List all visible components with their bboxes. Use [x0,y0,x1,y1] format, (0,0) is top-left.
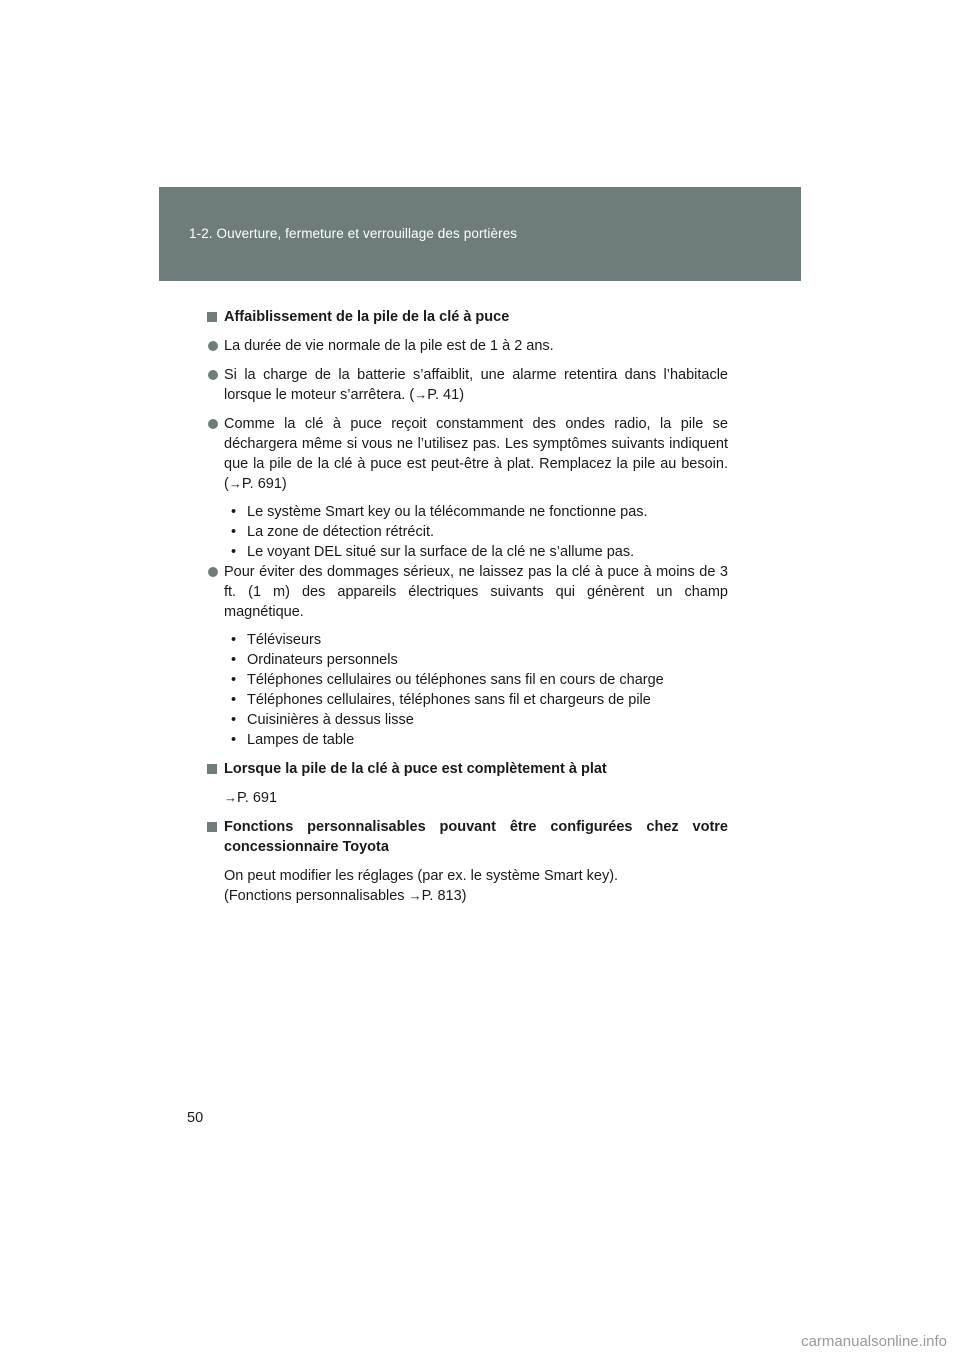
sub-list-item: • Le voyant DEL situé sur la surface de la clé ne s’allume pas. [231,542,728,562]
sub-list-devices [207,630,728,750]
circle-bullet-icon [208,419,218,429]
arrow-icon: → [414,387,428,402]
page-content [207,307,728,915]
square-bullet-icon [207,822,217,832]
section-body: On peut modifier les réglages (par ex. le système Smart key). (Fonctions personnalisables →P. 813) [224,868,619,904]
arrow-icon: → [408,888,422,903]
sub-list-item: • Lampes de table [231,730,728,750]
sub-list-item: • Téléphones cellulaires ou téléphones sans fil en cours de charge [231,670,728,690]
square-bullet-icon [207,312,217,322]
section-title-battery-dead: Lorsque la pile de la clé à puce est complètement à plat [207,759,728,779]
watermark: carmanualsonline.info [801,1333,947,1350]
list-item: Pour éviter des dommages sérieux, ne laissez pas la clé à puce à moins de 3 ft. (1 m) des appareils électriques suivants qui génèrent un champ magnétique. [207,562,728,622]
page-number: 50 [187,1110,204,1126]
sub-list-item: • La zone de détection rétrécit. [231,522,728,542]
sub-list-item: • Téléphones cellulaires, téléphones sans fil et chargeurs de pile [231,690,728,710]
page-reference-link[interactable]: P. 691 [241,476,282,492]
circle-bullet-icon [208,341,218,351]
square-bullet-icon [207,764,217,774]
arrow-icon: → [224,790,237,805]
list-item: La durée de vie normale de la pile est de 1 à 2 ans. [207,336,728,356]
arrow-icon: → [228,476,242,491]
sub-list-symptoms [207,502,728,562]
circle-bullet-icon [208,370,218,380]
page-reference-link[interactable]: P. 813 [421,888,462,904]
sub-list-item: • Le système Smart key ou la télécommande ne fonctionne pas. [231,502,728,522]
section-body [207,788,728,808]
sub-list-item: • Ordinateurs personnels [231,650,728,670]
list-item: Si la charge de la batterie s’affaiblit, une alarme retentira dans l’habitacle lorsque le moteur s’arrêtera. (→P. 41) [207,365,728,405]
page-reference-link[interactable]: P. 41 [427,387,460,403]
page-reference-link[interactable]: P. 691 [237,790,278,806]
sub-list-item: • Téléviseurs [231,630,728,650]
list-item: Comme la clé à puce reçoit constamment des ondes radio, la pile se déchargera même si vous ne l’utilisez pas. Les symptômes suivants indiquent que la pile de la clé à puce est peut-être à plat. Remplacez la pile au besoin. (→P. 691) [207,414,728,494]
section-title-battery-weak: Affaiblissement de la pile de la clé à puce [207,307,728,327]
section-header-title: 1-2. Ouverture, fermeture et verrouillage des portières [189,226,518,241]
sub-list-item: • Cuisinières à dessus lisse [231,710,728,730]
circle-bullet-icon [208,567,218,577]
section-header-bar [159,187,801,281]
section-title-customization: Fonctions personnalisables pouvant être configurées chez votre concessionnaire Toyota [207,817,728,857]
